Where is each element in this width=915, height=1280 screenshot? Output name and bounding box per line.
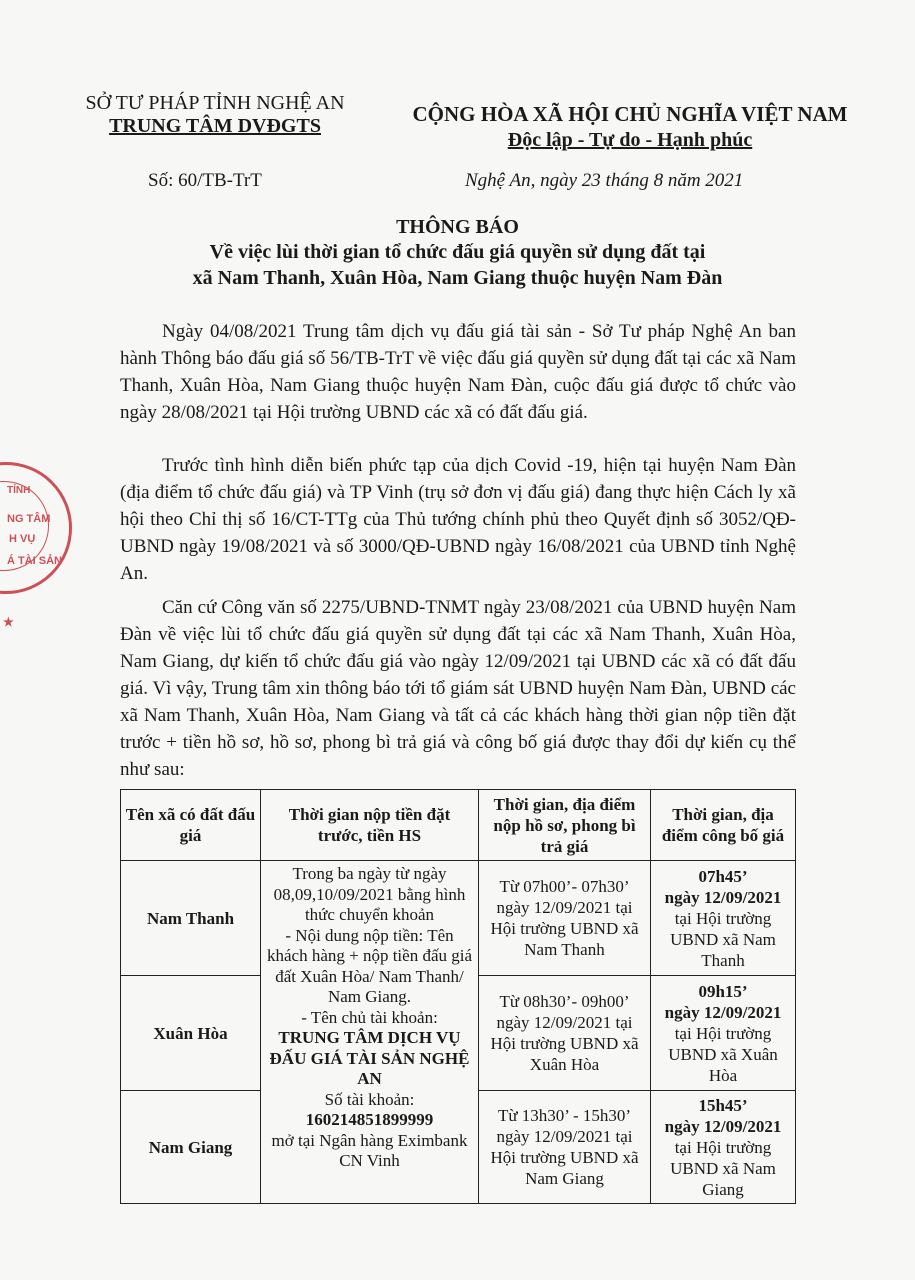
- payment-period: Trong ba ngày từ ngày 08,09,10/09/2021 bằng hình thức chuyển khoản: [273, 864, 466, 924]
- paragraph-text: Căn cứ Công văn số 2275/UBND-TNMT ngày 23/08/2021 của UBND huyện Nam Đàn về việc lùi tổ chức đấu giá quyền sử dụng đất tại các xã Nam Thanh, Xuân Hòa, Nam Giang, dự kiến tổ chức đấu giá vào ngày 12/09/2021 tại UBND các xã có đất đấu giá. Vì vậy, Trung tâm xin thông báo tới tổ giám sát UBND huyện Nam Đàn, UBND các xã Nam Thanh, Xuân Hòa, Nam Giang và tất cả các khách hàng thời gian nộp tiền đặt trước + tiền hồ sơ, hồ sơ, phong bì trả giá và công bố giá được thay đổi dự kiến cụ thể như sau:: [120, 597, 796, 780]
- national-header: [395, 102, 865, 152]
- issuer-center: TRUNG TÂM DVĐGTS: [109, 115, 321, 137]
- announce-time: 15h45’: [698, 1095, 748, 1115]
- account-number-label: Số tài khoản:: [324, 1089, 415, 1109]
- commune-cell: Nam Giang: [121, 1091, 261, 1204]
- table-row: [121, 861, 796, 976]
- seal-text: TỈNH: [7, 485, 31, 496]
- place-date: Nghệ An, ngày 23 tháng 8 năm 2021: [465, 170, 744, 191]
- issuer-agency: SỞ TƯ PHÁP TỈNH NGHỆ AN: [85, 92, 345, 114]
- announcement-cell: [651, 976, 796, 1091]
- submission-cell: Từ 13h30’ - 15h30’ ngày 12/09/2021 tại Hội trường UBND xã Nam Giang: [479, 1091, 651, 1204]
- document-number: Số: 60/TB-TrT: [148, 170, 262, 191]
- paragraph-text: Trước tình hình diễn biến phức tạp của dịch Covid -19, hiện tại huyện Nam Đàn (địa điểm tổ chức đấu giá) và TP Vinh (trụ sở đơn vị đấu giá) đang thực hiện Cách ly xã hội theo Chỉ thị số 16/CT-TTg của Thủ tướng chính phủ theo Quyết định số 3052/QĐ-UBND ngày 19/08/2021 và số 3000/QĐ-UBND ngày 16/08/2021 của UBND tỉnh Nghệ An.: [120, 455, 796, 584]
- announce-place: tại Hội trường UBND xã Xuân Hòa: [668, 1023, 778, 1085]
- paragraph-2: [120, 452, 796, 587]
- notice-title-block: [0, 216, 915, 291]
- seal-text: Á TÀI SẢN: [7, 555, 62, 567]
- header-commune: Tên xã có đất đấu giá: [121, 790, 261, 861]
- submission-cell: Từ 08h30’- 09h00’ ngày 12/09/2021 tại Hội trường UBND xã Xuân Hòa: [479, 976, 651, 1091]
- payment-content: - Nội dung nộp tiền: Tên khách hàng + nộp tiền đấu giá đất Xuân Hòa/ Nam Thanh/ Nam Giang.: [266, 925, 473, 1006]
- account-holder-name: TRUNG TÂM DỊCH VỤ ĐẤU GIÁ TÀI SẢN NGHỆ AN: [269, 1028, 470, 1088]
- schedule-table: [120, 789, 796, 1204]
- announce-time: 07h45’: [698, 866, 748, 886]
- issuer-block: [50, 92, 380, 138]
- payment-info-cell: [261, 861, 479, 1204]
- table-header-row: [121, 790, 796, 861]
- announcement-cell: [651, 1091, 796, 1204]
- republic-title: CỘNG HÒA XÃ HỘI CHỦ NGHĨA VIỆT NAM: [412, 102, 848, 126]
- bank-name: mở tại Ngân hàng Eximbank CN Vinh: [271, 1130, 468, 1170]
- announce-date: ngày 12/09/2021: [664, 887, 782, 907]
- announcement-cell: [651, 861, 796, 976]
- national-motto: Độc lập - Tự do - Hạnh phúc: [507, 129, 753, 151]
- header-deposit-time: Thời gian nộp tiền đặt trước, tiền HS: [261, 790, 479, 861]
- announce-time: 09h15’: [698, 981, 748, 1001]
- seal-star-icon: ★: [3, 615, 14, 629]
- announce-place: tại Hội trường UBND xã Nam Giang: [670, 1137, 776, 1199]
- commune-cell: Nam Thanh: [121, 861, 261, 976]
- notice-subtitle-line2: xã Nam Thanh, Xuân Hòa, Nam Giang thuộc huyện Nam Đàn: [192, 267, 723, 289]
- seal-text: H VỤ: [9, 533, 36, 545]
- commune-cell: Xuân Hòa: [121, 976, 261, 1091]
- seal-text: NG TÂM: [7, 513, 51, 525]
- account-number: 160214851899999: [305, 1110, 434, 1129]
- header-submission: Thời gian, địa điểm nộp hồ sơ, phong bì trả giá: [479, 790, 651, 861]
- account-holder-label: - Tên chủ tài khoản:: [301, 1007, 438, 1027]
- announce-date: ngày 12/09/2021: [664, 1116, 782, 1136]
- paragraph-1: [120, 318, 796, 426]
- announce-place: tại Hội trường UBND xã Nam Thanh: [670, 908, 776, 970]
- notice-subtitle-line1: Về việc lùi thời gian tổ chức đấu giá quyền sử dụng đất tại: [209, 241, 706, 263]
- announce-date: ngày 12/09/2021: [664, 1002, 782, 1022]
- notice-title: THÔNG BÁO: [396, 216, 519, 238]
- paragraph-text: Ngày 04/08/2021 Trung tâm dịch vụ đấu giá tài sản - Sở Tư pháp Nghệ An ban hành Thông báo đấu giá số 56/TB-TrT về việc đấu giá quyền sử dụng đất tại các xã Nam Thanh, Xuân Hòa, Nam Giang thuộc huyện Nam Đàn, cuộc đấu giá được tổ chức vào ngày 28/08/2021 tại Hội trường UBND các xã có đất đấu giá.: [120, 321, 796, 423]
- paragraph-3: [120, 594, 796, 783]
- submission-cell: Từ 07h00’- 07h30’ ngày 12/09/2021 tại Hội trường UBND xã Nam Thanh: [479, 861, 651, 976]
- header-announcement: Thời gian, địa điểm công bố giá: [651, 790, 796, 861]
- red-seal-stamp: [0, 462, 72, 629]
